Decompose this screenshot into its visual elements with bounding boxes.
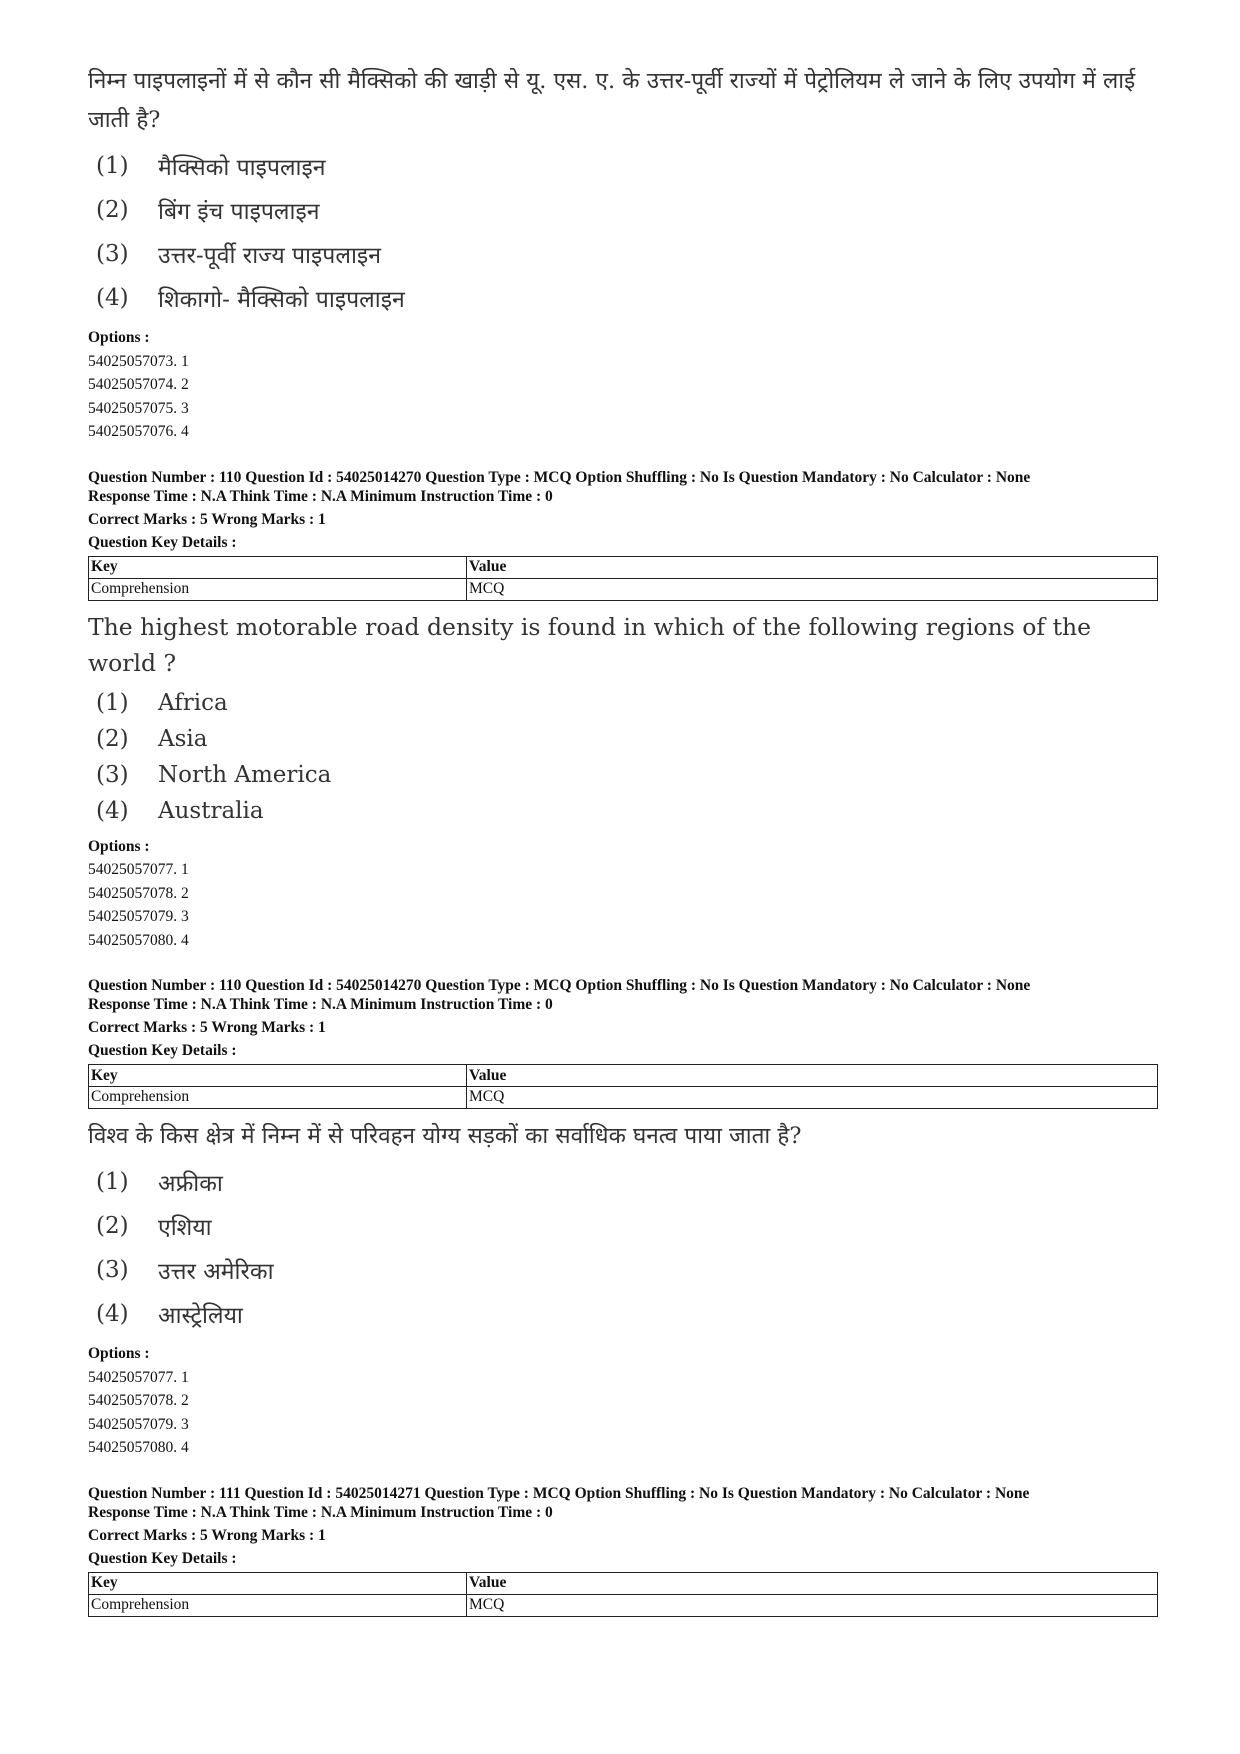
question-meta bbox=[88, 976, 1158, 1060]
meta-line: Question Number : 111 Question Id : 54025014271 Question Type : MCQ Option Shuffling : No Is Question Mandatory : No Calculator : None bbox=[88, 1484, 1030, 1502]
options-title: Options : bbox=[88, 1345, 150, 1362]
table-row bbox=[89, 1594, 1158, 1616]
table-cell: Comprehension bbox=[89, 578, 467, 600]
table-header-cell: Value bbox=[467, 1065, 1158, 1087]
key-table bbox=[88, 1064, 1158, 1109]
question-text: विश्व के किस क्षेत्र में निम्न में से परिवहन योग्य सड़कों का सर्वाधिक घनत्व पाया जाता है? bbox=[88, 1123, 802, 1149]
option-id: 54025057077. 1 bbox=[88, 1368, 189, 1386]
table-cell: MCQ bbox=[467, 1594, 1158, 1616]
option-id: 54025057075. 3 bbox=[88, 399, 189, 417]
options-title: Options : bbox=[88, 329, 150, 346]
table-cell: MCQ bbox=[467, 1087, 1158, 1109]
key-details-title: Question Key Details : bbox=[88, 1042, 237, 1059]
table-row bbox=[89, 578, 1158, 600]
table-header-cell: Value bbox=[467, 1572, 1158, 1594]
answer-choice: (1) मैक्सिको पाइपलाइन bbox=[96, 153, 326, 181]
question-meta bbox=[88, 1484, 1158, 1568]
table-cell: Comprehension bbox=[89, 1087, 467, 1109]
table-header-row bbox=[89, 1065, 1158, 1087]
meta-line: Response Time : N.A Think Time : N.A Minimum Instruction Time : 0 bbox=[88, 996, 553, 1013]
document-page bbox=[88, 62, 1158, 1617]
answer-choice: (3) North America bbox=[96, 761, 332, 788]
answer-choices bbox=[96, 1160, 1158, 1336]
option-id: 54025057074. 2 bbox=[88, 376, 189, 393]
option-id: 54025057077. 1 bbox=[88, 861, 189, 878]
option-id: 54025057073. 1 bbox=[88, 352, 189, 370]
table-header-cell: Key bbox=[89, 556, 467, 578]
marks-line: Correct Marks : 5 Wrong Marks : 1 bbox=[88, 1019, 326, 1036]
option-ids bbox=[88, 1342, 1158, 1460]
option-id: 54025057076. 4 bbox=[88, 423, 189, 440]
key-table bbox=[88, 1572, 1158, 1617]
question-block-hindi-pipeline bbox=[88, 62, 1158, 444]
answer-choices bbox=[96, 144, 1158, 320]
meta-line: Question Number : 110 Question Id : 54025014270 Question Type : MCQ Option Shuffling : No Is Question Mandatory : No Calculator : None bbox=[88, 977, 1031, 994]
table-header-cell: Key bbox=[89, 1065, 467, 1087]
marks-line: Correct Marks : 5 Wrong Marks : 1 bbox=[88, 1526, 326, 1544]
answer-choice: (4) आस्ट्रेलिया bbox=[96, 1301, 243, 1329]
option-id: 54025057079. 3 bbox=[88, 908, 189, 925]
answer-choice: (1) अफ्रीका bbox=[96, 1169, 223, 1197]
question-text: The highest motorable road density is found in which of the following regions of the world ? bbox=[88, 612, 1092, 677]
table-header-row bbox=[89, 1572, 1158, 1594]
table-cell: Comprehension bbox=[89, 1594, 467, 1616]
meta-line: Response Time : N.A Think Time : N.A Minimum Instruction Time : 0 bbox=[88, 487, 553, 505]
table-row bbox=[89, 1087, 1158, 1109]
option-ids bbox=[88, 326, 1158, 444]
answer-choice: (4) शिकागो- मैक्सिको पाइपलाइन bbox=[96, 285, 405, 313]
option-id: 54025057079. 3 bbox=[88, 1415, 189, 1433]
answer-choice: (4) Australia bbox=[96, 797, 264, 824]
key-details-title: Question Key Details : bbox=[88, 1549, 237, 1567]
table-cell: MCQ bbox=[467, 578, 1158, 600]
marks-line: Correct Marks : 5 Wrong Marks : 1 bbox=[88, 510, 326, 528]
key-details-title: Question Key Details : bbox=[88, 533, 237, 551]
answer-choices bbox=[96, 685, 1158, 829]
table-header-cell: Value bbox=[467, 556, 1158, 578]
table-header-cell: Key bbox=[89, 1572, 467, 1594]
answer-choice: (1) Africa bbox=[96, 689, 228, 716]
option-id: 54025057078. 2 bbox=[88, 1392, 189, 1409]
meta-line: Response Time : N.A Think Time : N.A Minimum Instruction Time : 0 bbox=[88, 1503, 553, 1521]
options-title: Options : bbox=[88, 837, 150, 855]
meta-line: Question Number : 110 Question Id : 54025014270 Question Type : MCQ Option Shuffling : No Is Question Mandatory : No Calculator : None bbox=[88, 468, 1031, 486]
question-meta bbox=[88, 468, 1158, 552]
answer-choice: (2) बिंग इंच पाइपलाइन bbox=[96, 197, 320, 225]
question-text: निम्न पाइपलाइनों में से कौन सी मैक्सिको की खाड़ी से यू. एस. ए. के उत्तर-पूर्वी राज्यों में पेट्रोलियम ले जाने के लिए उपयोग में लाई जाती है? bbox=[88, 68, 1136, 133]
answer-choice: (2) एशिया bbox=[96, 1213, 212, 1241]
table-header-row bbox=[89, 556, 1158, 578]
answer-choice: (2) Asia bbox=[96, 725, 208, 752]
answer-choice: (3) उत्तर-पूर्वी राज्य पाइपलाइन bbox=[96, 241, 381, 269]
option-ids bbox=[88, 835, 1158, 953]
question-block-hindi-road bbox=[88, 1117, 1158, 1460]
key-table bbox=[88, 556, 1158, 601]
option-id: 54025057080. 4 bbox=[88, 1439, 189, 1456]
option-id: 54025057080. 4 bbox=[88, 931, 189, 949]
answer-choice: (3) उत्तर अमेरिका bbox=[96, 1257, 274, 1285]
question-block-english-road bbox=[88, 609, 1158, 953]
option-id: 54025057078. 2 bbox=[88, 884, 189, 902]
